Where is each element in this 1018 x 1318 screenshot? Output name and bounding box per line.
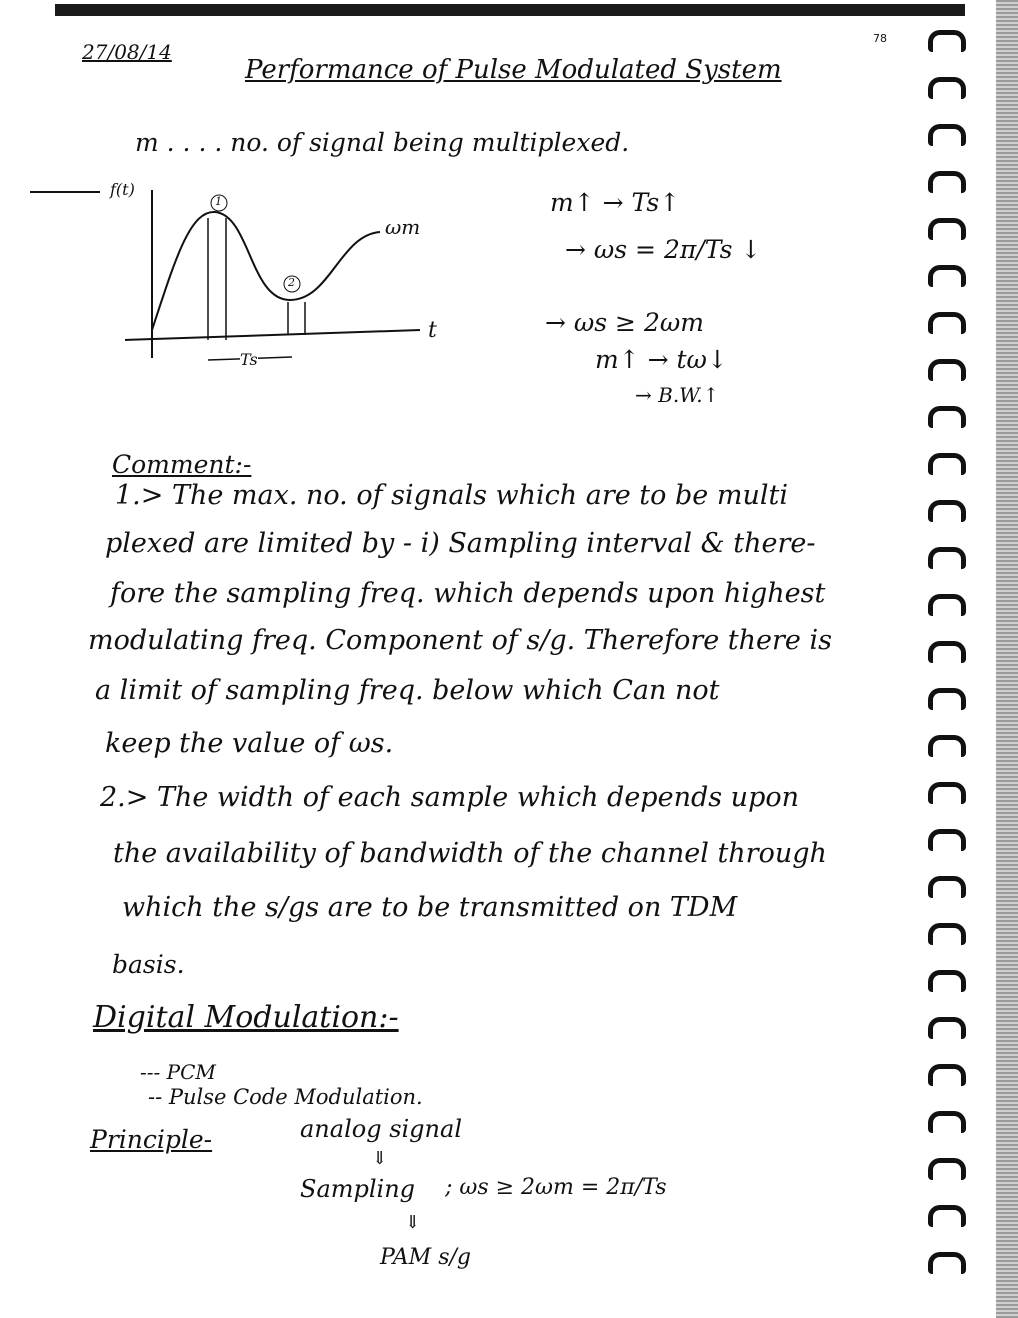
graph-x-label: t: [428, 318, 437, 343]
page-number: 78: [873, 32, 887, 45]
comment-line: 1.> The max. no. of signals which are to be multi: [115, 480, 788, 511]
relation-1: m↑ → Ts↑: [550, 188, 681, 217]
digital-modulation-heading: Digital Modulation:-: [93, 1000, 399, 1035]
definition: m . . . . no. of signal being multiplexed.: [135, 128, 630, 157]
principle-step-sampling: Sampling: [300, 1175, 416, 1203]
pcm-full: -- Pulse Code Modulation.: [148, 1085, 423, 1109]
graph-interval-label: Ts: [240, 350, 258, 369]
comment-line: plexed are limited by - i) Sampling interval & there-: [105, 528, 816, 559]
principle-heading: Principle-: [90, 1125, 213, 1154]
relation-3: → ωs ≥ 2ωm: [545, 308, 704, 337]
comment-line: keep the value of ωs.: [105, 728, 394, 759]
date: 27/08/14: [82, 40, 172, 64]
graph-marker-2: 2: [288, 276, 295, 289]
sampling-condition: ; ωs ≥ 2ωm = 2π/Ts: [445, 1175, 667, 1200]
comment-line: 2.> The width of each sample which depends upon: [100, 782, 799, 813]
comment-heading: Comment:-: [112, 450, 252, 479]
relation-4: m↑ → tω↓: [595, 345, 728, 374]
graph-curve-label: ωm: [385, 215, 421, 239]
page-title: Performance of Pulse Modulated System: [245, 55, 782, 85]
comment-line: basis.: [112, 950, 185, 979]
down-arrow-icon: ⇓: [405, 1212, 421, 1233]
principle-step-pam: PAM s/g: [380, 1245, 471, 1270]
relation-2: → ωs = 2π/Ts ↓: [565, 235, 762, 264]
comment-line: which the s/gs are to be transmitted on TDM: [122, 892, 738, 923]
down-arrow-icon: ⇓: [372, 1148, 388, 1169]
comment-line: fore the sampling freq. which depends upon highest: [110, 578, 826, 609]
graph-y-label: f(t): [110, 180, 135, 199]
comment-line: a limit of sampling freq. below which Can not: [95, 675, 720, 706]
comment-line: the availability of bandwidth of the channel through: [113, 838, 827, 869]
principle-step-analog: analog signal: [300, 1115, 462, 1143]
graph-marker-1: 1: [215, 195, 222, 208]
relation-5: → B.W.↑: [635, 383, 720, 407]
comment-line: modulating freq. Component of s/g. Therefore there is: [88, 625, 832, 656]
pcm-abbrev: --- PCM: [140, 1060, 216, 1084]
